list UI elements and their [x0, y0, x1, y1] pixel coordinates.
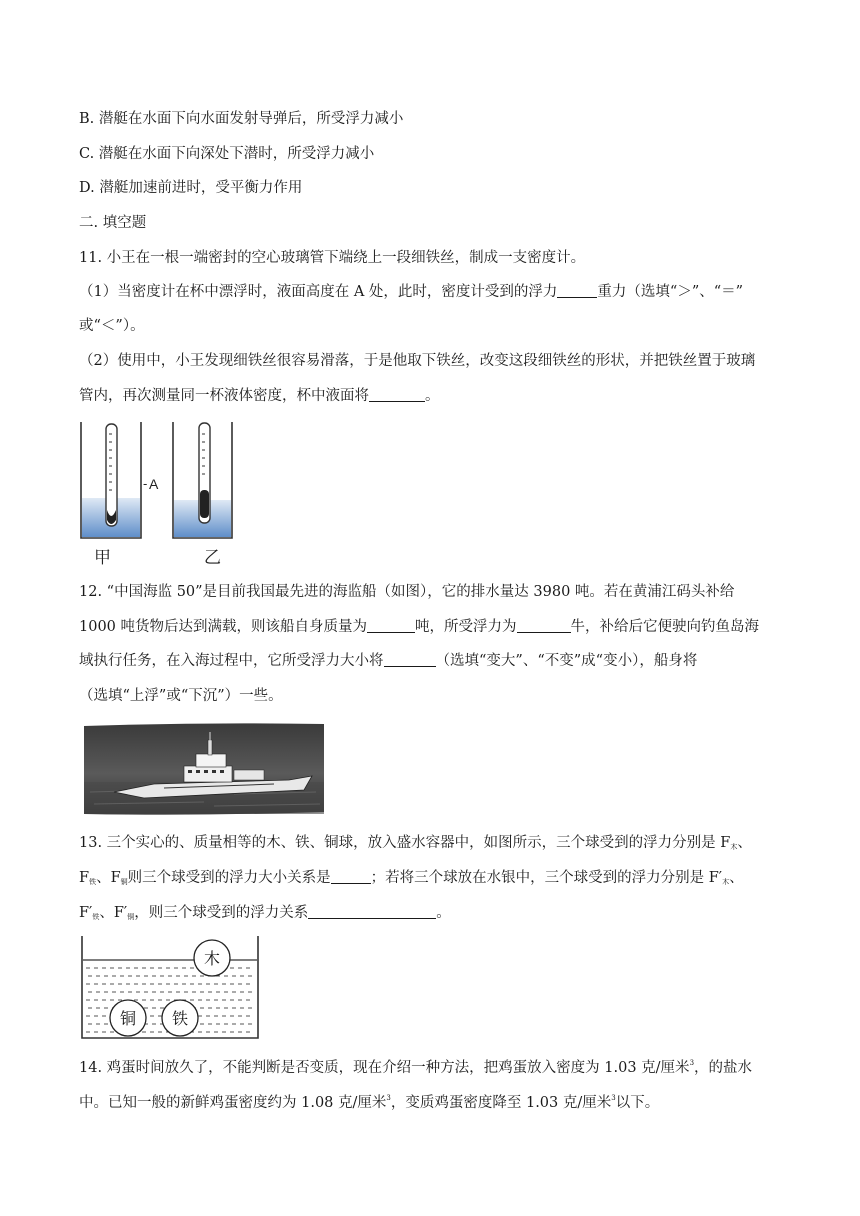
- answer-blank[interactable]: [369, 387, 425, 402]
- q14-line1: [79, 1053, 752, 1078]
- q13-line2: [79, 868, 744, 892]
- q11-stem: 11. 小王在一根一端密封的空心玻璃管下端绕上一段细铁丝，制成一支密度计。: [79, 250, 586, 266]
- answer-blank[interactable]: [331, 869, 371, 884]
- option-d: D. 潜艇加速前进时，受平衡力作用: [79, 180, 303, 196]
- level-mark-a: A: [149, 476, 159, 492]
- hydrometer-figure: [76, 420, 246, 570]
- force-prime-symbol: F′: [79, 905, 93, 921]
- svg-text:-: -: [143, 476, 148, 491]
- label-yi: 乙: [204, 548, 221, 568]
- comma: 、: [99, 905, 114, 921]
- copper-ball-label: 铜: [119, 1009, 137, 1028]
- q13-line3: [79, 903, 451, 927]
- force-prime-symbol: F′: [113, 905, 128, 921]
- q11-part1: [79, 282, 743, 302]
- q11-part2-text: 管内，再次测量同一杯液体密度，杯中液面将: [79, 388, 369, 404]
- iron-ball-label: 铁: [171, 1009, 189, 1028]
- q11-part2-cont: [79, 386, 440, 406]
- q13-text-c: ；若将三个球放在水银中，三个球受到的浮力分别是 F′: [370, 870, 723, 886]
- option-c: C. 潜艇在水面下向深处下潜时，所受浮力减小: [79, 146, 375, 162]
- q14-line2: [79, 1088, 659, 1113]
- answer-blank[interactable]: [308, 904, 436, 919]
- q14-text-e: 以下。: [615, 1095, 660, 1111]
- q12-text-c: 牛，补给后它便驶向钓鱼岛海: [570, 619, 760, 635]
- wood-ball: [194, 940, 230, 976]
- q12-text-d: 域执行任务，在入海过程中，它所受浮力大小将: [79, 653, 384, 669]
- beaker-jia: [81, 422, 141, 538]
- beaker-yi: [173, 422, 232, 538]
- copper-ball: [110, 1000, 146, 1036]
- answer-blank[interactable]: [384, 652, 436, 667]
- sub-wood: 木: [730, 843, 738, 851]
- q14-text-b: ，的盐水: [694, 1060, 753, 1076]
- q12-line2: [79, 617, 759, 637]
- cube-exponent: 3: [611, 1094, 616, 1102]
- answer-blank[interactable]: [557, 283, 597, 298]
- sub-copper: 铜: [127, 913, 135, 921]
- q11-part1-cont: 或“＜”）。: [79, 318, 145, 334]
- comma: 、: [729, 870, 744, 886]
- q12-text-e: （选填“变大”、“不变”成“变小），船身将: [435, 653, 698, 669]
- sub-iron: 铁: [92, 913, 100, 921]
- balls-figure: [78, 934, 262, 1042]
- q13-text-b: 则三个球受到的浮力大小关系是: [127, 870, 331, 886]
- q11-part1-text: （1）当密度计在杯中漂浮时，液面高度在 A 处，此时，密度计受到的浮力: [79, 284, 558, 300]
- section-heading: 二. 填空题: [79, 215, 147, 231]
- iron-ball: [162, 1000, 198, 1036]
- q13-text-d: ，则三个球受到的浮力关系: [134, 905, 309, 921]
- cube-exponent: 3: [689, 1059, 695, 1067]
- q14-text-d: ，变质鸡蛋密度降至 1.03 克/厘米: [390, 1095, 612, 1111]
- force-symbol: F: [110, 870, 121, 886]
- comma: 、: [737, 835, 752, 851]
- sub-wood: 木: [722, 878, 730, 886]
- answer-blank[interactable]: [517, 618, 571, 633]
- force-symbol: F: [79, 870, 90, 886]
- answer-blank[interactable]: [367, 618, 415, 633]
- q12-line1: 12. “中国海监 50”是目前我国最先进的海监船（如图），它的排水量达 3980 吨。若在黄浦江码头补给: [79, 584, 735, 600]
- q11-part2: （2）使用中，小王发现细铁丝很容易滑落，于是他取下铁丝，改变这段细铁丝的形状，并把铁丝置于玻璃: [79, 353, 756, 369]
- comma: 、: [96, 870, 111, 886]
- q13-line1: [79, 833, 752, 857]
- q14-text-a: 14. 鸡蛋时间放久了，不能判断是否变质，现在介绍一种方法，把鸡蛋放入密度为 1.03 克/厘米: [79, 1060, 690, 1076]
- sub-iron: 铁: [89, 878, 97, 886]
- q12-line3: [79, 651, 697, 671]
- q11-part1-text2: 重力（选填“＞”、“＝”: [597, 284, 744, 300]
- sub-copper: 铜: [120, 878, 128, 886]
- q13-text-a: 13. 三个实心的、质量相等的木、铁、铜球，放入盛水容器中，如图所示，三个球受到的浮力分别是 F: [79, 835, 731, 851]
- q11-part2-end: 。: [425, 388, 440, 404]
- q13-text-e: 。: [436, 905, 451, 921]
- label-jia: 甲: [94, 548, 111, 568]
- q14-text-c: 中。已知一般的新鲜鸡蛋密度约为 1.08 克/厘米: [79, 1095, 387, 1111]
- option-b: B. 潜艇在水面下向水面发射导弹后，所受浮力减小: [79, 111, 404, 127]
- wood-ball-label: 木: [203, 949, 221, 968]
- cube-exponent: 3: [386, 1094, 391, 1102]
- q12-line4: （选填“上浮”或“下沉”）一些。: [79, 688, 283, 704]
- ship-photo: [84, 722, 324, 816]
- q12-text-a: 1000 吨货物后达到满载，则该船自身质量为: [79, 619, 368, 635]
- q12-text-b: 吨，所受浮力为: [415, 619, 517, 635]
